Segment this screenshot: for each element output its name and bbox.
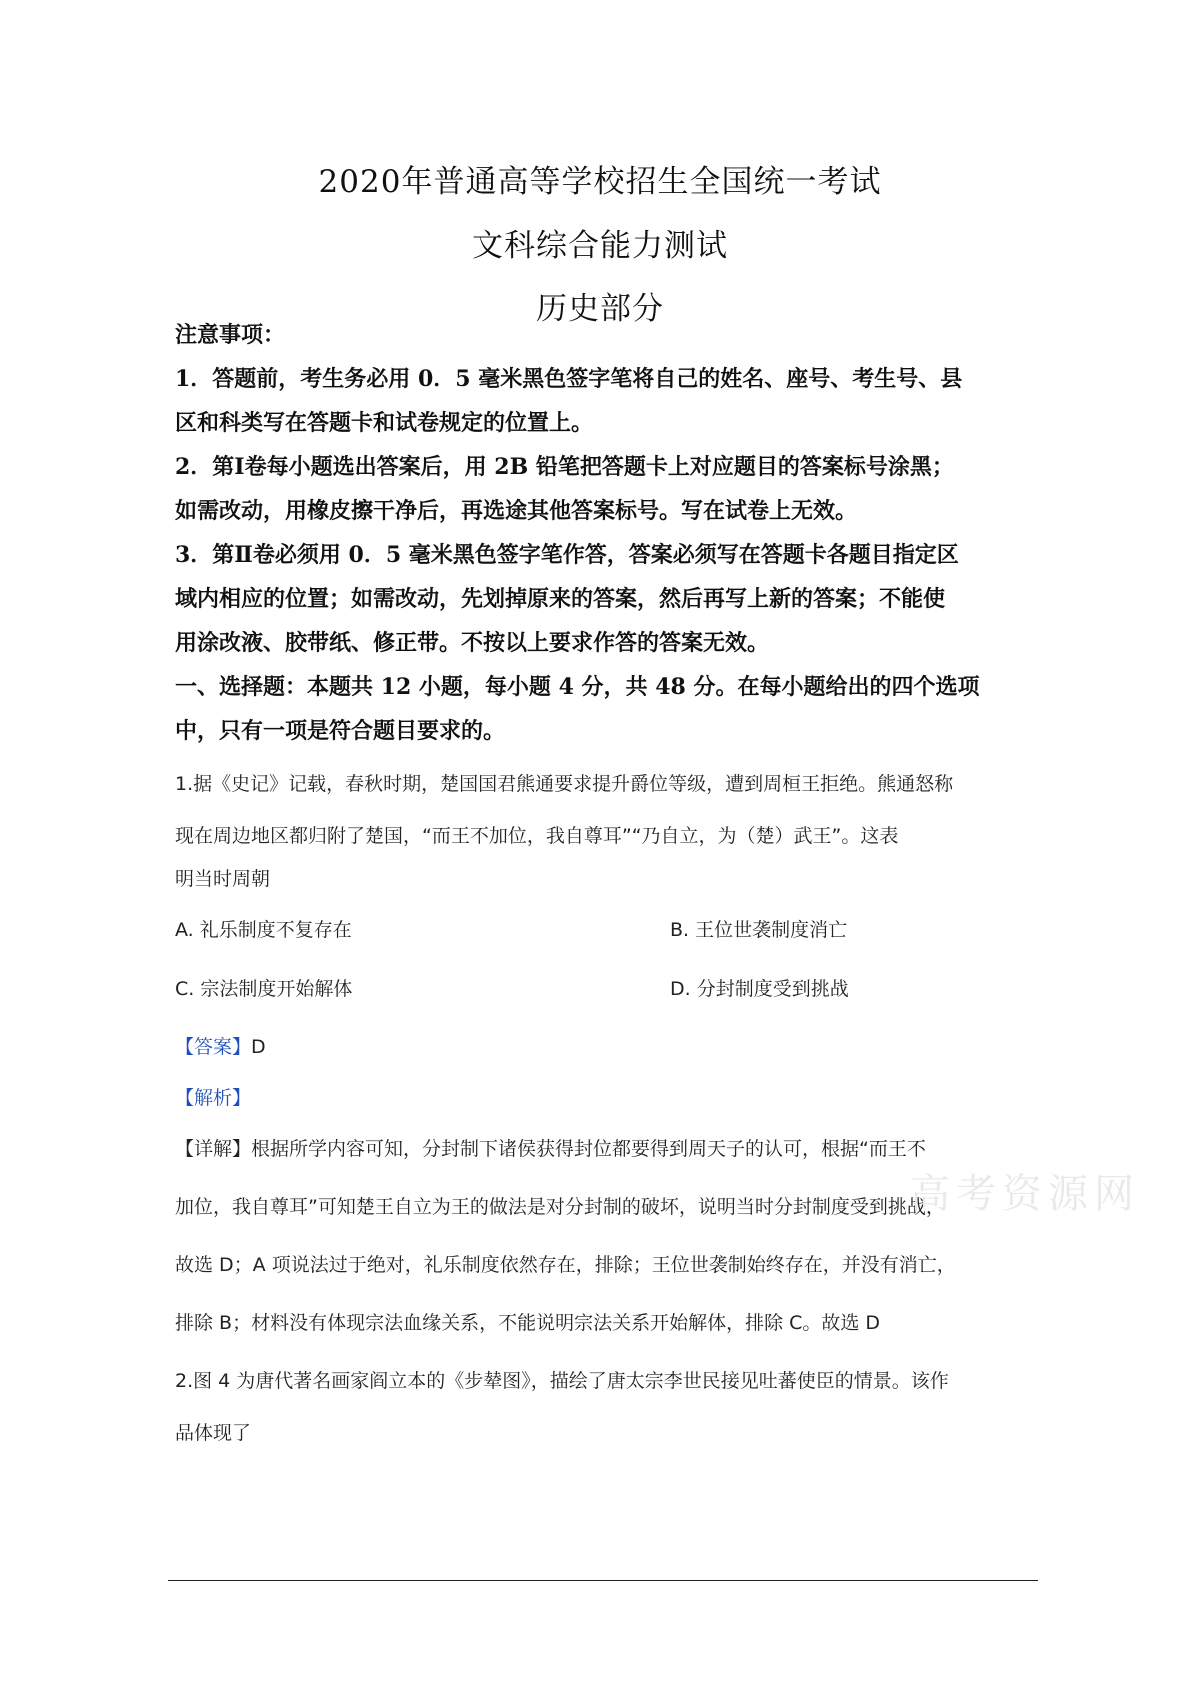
answer-tag: 【答案】 xyxy=(175,1036,252,1058)
notice-heading: 注意事项： xyxy=(175,322,286,348)
section-instruction: 一、选择题：本题共 12 小题，每小题 4 分，共 48 分。在每小题给出的四个选项 xyxy=(175,674,980,700)
section-instruction: 中，只有一项是符合题目要求的。 xyxy=(175,718,506,744)
detail-line: 故选 D；A 项说法过于绝对，礼乐制度依然存在，排除；王位世袭制始终存在，并没有消亡， xyxy=(175,1254,956,1276)
question-2-text: 2.图 4 为唐代著名画家阎立本的《步辇图》，描绘了唐太宗李世民接见吐蕃使臣的情景。该作 xyxy=(175,1370,949,1392)
exam-subtitle: 文科综合能力测试 xyxy=(472,228,728,264)
answer-line xyxy=(175,1032,266,1059)
analysis-tag: 【解析】 xyxy=(175,1087,252,1109)
option-d: D. 分封制度受到挑战 xyxy=(670,978,849,1000)
detail-line: 排除 B；材料没有体现宗法血缘关系，不能说明宗法关系开始解体，排除 C。故选 D xyxy=(175,1312,881,1334)
watermark: 高考资源网 xyxy=(910,1171,1140,1217)
notice-line: 3．第Ⅱ卷必须用 0．5 毫米黑色签字笔作答，答案必须写在答题卡各题目指定区 xyxy=(175,542,959,568)
footer-divider xyxy=(168,1580,1038,1581)
question-1-text: 1.据《史记》记载，春秋时期，楚国国君熊通要求提升爵位等级，遭到周桓王拒绝。熊通怒称 xyxy=(175,773,954,795)
notice-line: 2．第Ⅰ卷每小题选出答案后，用 2B 铅笔把答题卡上对应题目的答案标号涂黑； xyxy=(175,454,954,480)
notice-line: 如需改动，用橡皮擦干净后，再选途其他答案标号。写在试卷上无效。 xyxy=(175,498,858,524)
notice-line: 域内相应的位置；如需改动，先划掉原来的答案，然后再写上新的答案；不能使 xyxy=(175,586,946,612)
detail-line: 【详解】根据所学内容可知，分封制下诸侯获得封位都要得到周天子的认可，根据“而王不 xyxy=(175,1138,926,1160)
exam-title: 2020年普通高等学校招生全国统一考试 xyxy=(318,164,882,200)
notice-line: 用涂改液、胶带纸、修正带。不按以上要求作答的答案无效。 xyxy=(175,630,770,656)
exam-section-title: 历史部分 xyxy=(536,291,664,327)
question-1-text: 现在周边地区都归附了楚国，“而王不加位，我自尊耳”“乃自立，为（楚）武王”。这表 xyxy=(175,825,899,847)
detail-line: 加位，我自尊耳”可知楚王自立为王的做法是对分封制的破坏，说明当时分封制度受到挑战， xyxy=(175,1196,945,1218)
question-2-text: 品体现了 xyxy=(175,1422,252,1444)
notice-line: 区和科类写在答题卡和试卷规定的位置上。 xyxy=(175,410,594,436)
option-c: C. 宗法制度开始解体 xyxy=(175,978,353,1000)
question-1-text: 明当时周朝 xyxy=(175,868,271,890)
option-a: A. 礼乐制度不复存在 xyxy=(175,919,352,941)
option-b: B. 王位世袭制度消亡 xyxy=(670,919,848,941)
notice-line: 1．答题前，考生务必用 0．5 毫米黑色签字笔将自己的姓名、座号、考生号、县 xyxy=(175,366,963,392)
answer-value: D xyxy=(251,1036,266,1058)
